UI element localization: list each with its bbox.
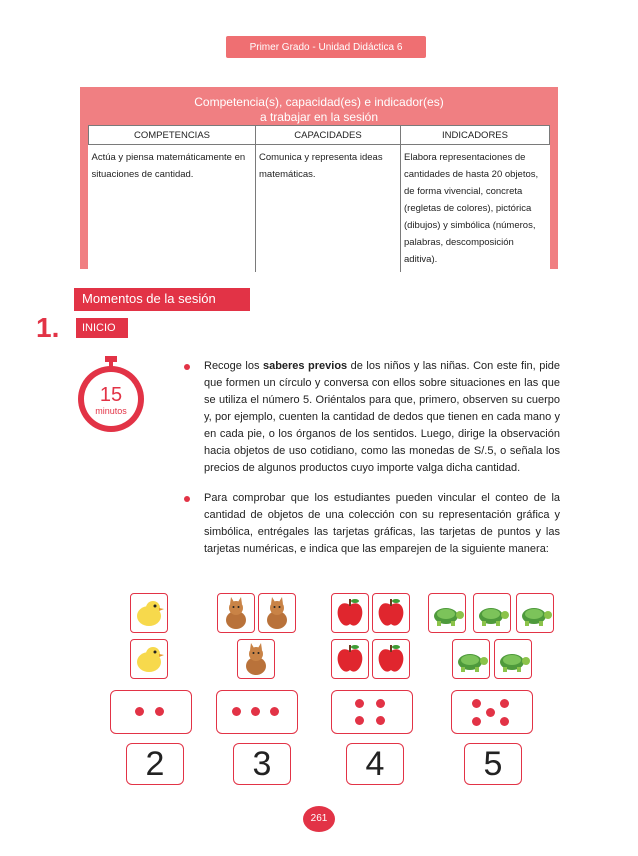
apple-icon bbox=[332, 594, 368, 632]
timer-value: 15 bbox=[99, 384, 123, 406]
timer-unit: minutos bbox=[95, 406, 127, 416]
column-header-competencias: COMPETENCIAS bbox=[89, 126, 256, 145]
competencias-title-line2: a trabajar en la sesión bbox=[259, 110, 379, 124]
dot bbox=[500, 699, 509, 708]
dot bbox=[355, 716, 364, 725]
cell-indicadores: Elabora representaciones de cantidades de hasta 20 objetos, de forma vivencial, concreta (regletas de colores), pictórica (dibujos) y simbólica (números, palabras, descomposición aditiva). bbox=[404, 152, 539, 265]
timer-stopwatch bbox=[76, 356, 146, 432]
dot-card-2 bbox=[110, 690, 192, 734]
moments-title: Momentos de la sesión bbox=[74, 288, 250, 310]
apple-card bbox=[372, 639, 410, 679]
apple-card bbox=[331, 639, 369, 679]
chick-icon bbox=[131, 640, 167, 678]
cell-capacidades: Comunica y representa ideas matemáticas. bbox=[256, 145, 401, 273]
turtle-card bbox=[428, 593, 466, 633]
paragraph-comprobar: Para comprobar que los estudiantes pueden vincular el conteo de la cantidad de objetos de una colección con su representación gráfica y simbólica, entrégales las tarjetas gráficas, las tarjetas de puntos y las tarjetas numéricas, e indica que las emparejen de la siguiente manera: bbox=[204, 492, 560, 555]
turtle-icon bbox=[517, 594, 553, 632]
competencias-table bbox=[88, 125, 550, 272]
dot bbox=[500, 717, 509, 726]
step-label: INICIO bbox=[76, 318, 128, 338]
apple-icon bbox=[373, 594, 409, 632]
chick-card bbox=[130, 593, 168, 633]
paragraph1-bold: saberes previos bbox=[262, 360, 348, 372]
moments-underline bbox=[74, 310, 250, 311]
competencias-title bbox=[80, 95, 558, 125]
apple-card bbox=[331, 593, 369, 633]
apple-card bbox=[372, 593, 410, 633]
cat-icon bbox=[259, 594, 295, 632]
header-tab bbox=[226, 36, 426, 58]
number-card-4: 4 bbox=[346, 743, 404, 785]
cat-icon bbox=[218, 594, 254, 632]
turtle-icon bbox=[474, 594, 510, 632]
dot bbox=[251, 707, 260, 716]
turtle-icon bbox=[429, 594, 465, 632]
dot-card-4 bbox=[331, 690, 413, 734]
chick-icon bbox=[131, 594, 167, 632]
turtle-card bbox=[452, 639, 490, 679]
step-number: 1. bbox=[36, 312, 60, 343]
cat-card bbox=[258, 593, 296, 633]
header-label: Primer Grado - Unidad Didáctica 6 bbox=[249, 41, 403, 53]
turtle-icon bbox=[495, 640, 531, 678]
bullet-1 bbox=[184, 364, 190, 370]
dot bbox=[472, 699, 481, 708]
dot-card-5 bbox=[451, 690, 533, 734]
dot bbox=[355, 699, 364, 708]
dot bbox=[155, 707, 164, 716]
turtle-card bbox=[494, 639, 532, 679]
chick-card bbox=[130, 639, 168, 679]
cat-card bbox=[237, 639, 275, 679]
cat-card bbox=[217, 593, 255, 633]
paragraph1-post: de los niños y las niñas. Con este fin, pide que formen un círculo y conversa con ellos sobre situaciones en las que se utiliza el número 5. Oriéntalos para que, primero, observen su cuerpo y, por ejemplo, cuenten la cantidad de dedos que tienen en cada mano y en cada pie, o los órganos de los sentidos. Luego, dirige la observación hacia objetos de uso cotidiano, como las monedas de S/.5, o señala los precios de algunos productos cuyo importe valga dicha cantidad. bbox=[204, 360, 560, 474]
number-card-3: 3 bbox=[233, 743, 291, 785]
number-card-2: 2 bbox=[126, 743, 184, 785]
dot bbox=[376, 716, 385, 725]
apple-icon bbox=[332, 640, 368, 678]
dot bbox=[376, 699, 385, 708]
column-header-indicadores: INDICADORES bbox=[401, 126, 550, 145]
dot-card-3 bbox=[216, 690, 298, 734]
page-number: 261 bbox=[303, 806, 335, 832]
column-header-capacidades: CAPACIDADES bbox=[256, 126, 401, 145]
cat-icon bbox=[238, 640, 274, 678]
dot bbox=[135, 707, 144, 716]
bullet-2 bbox=[184, 496, 190, 502]
apple-icon bbox=[373, 640, 409, 678]
turtle-card bbox=[473, 593, 511, 633]
dot bbox=[486, 708, 495, 717]
number-card-5: 5 bbox=[464, 743, 522, 785]
dot bbox=[232, 707, 241, 716]
paragraph1-pre: Recoge los bbox=[204, 360, 263, 372]
turtle-icon bbox=[453, 640, 489, 678]
dot bbox=[472, 717, 481, 726]
turtle-card bbox=[516, 593, 554, 633]
competencias-box bbox=[80, 87, 558, 269]
dot bbox=[270, 707, 279, 716]
paragraph-saberes bbox=[204, 358, 560, 477]
competencias-title-line1: Competencia(s), capacidad(es) e indicador(es) bbox=[194, 95, 444, 109]
cell-competencias: Actúa y piensa matemáticamente en situaciones de cantidad. bbox=[89, 145, 256, 273]
